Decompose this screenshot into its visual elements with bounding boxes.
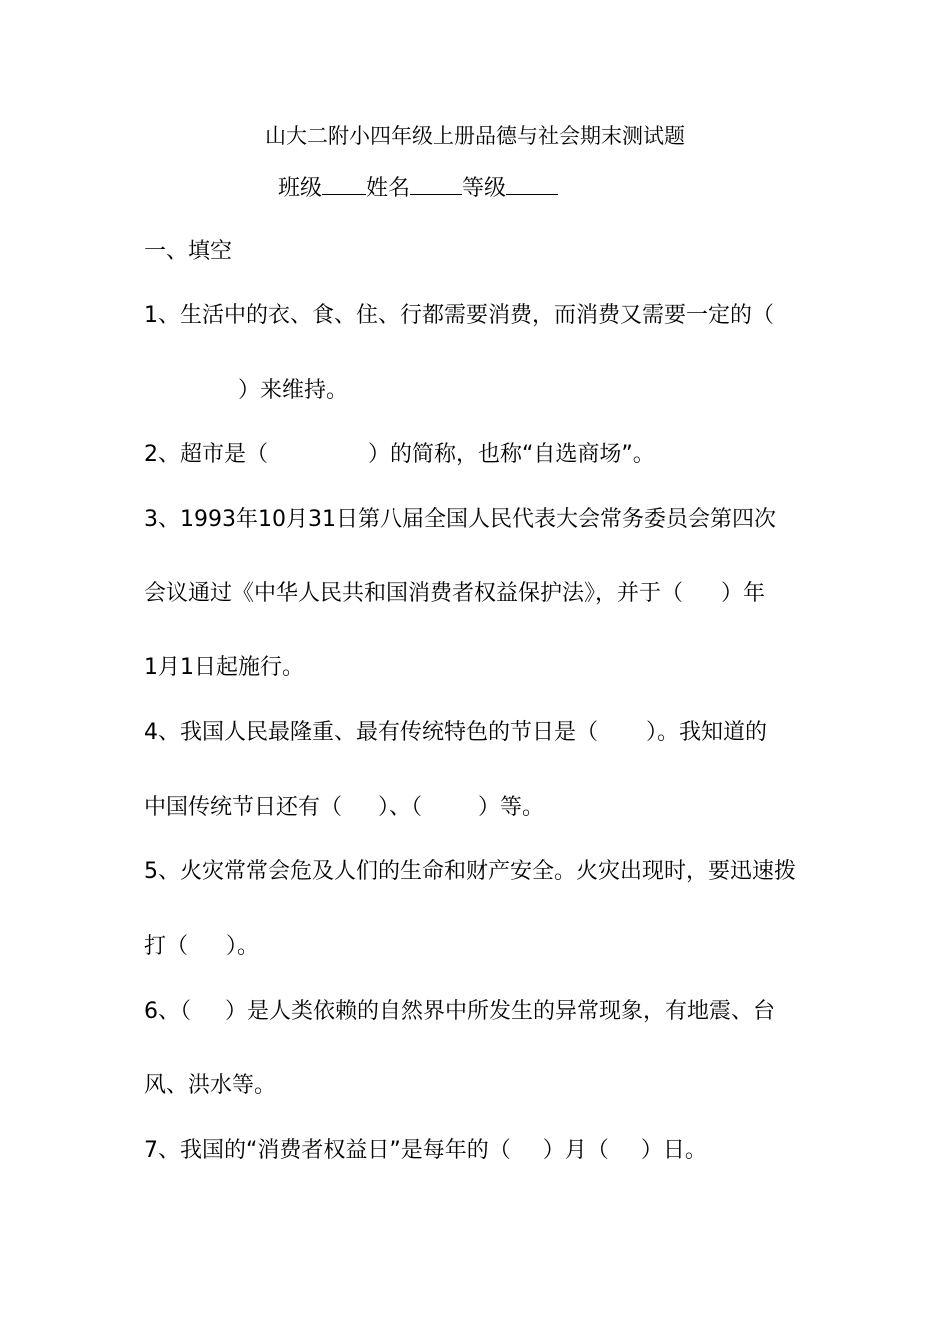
- question-5-text-b: ）。: [226, 934, 260, 959]
- question-5-line-2: [144, 930, 259, 964]
- question-2: [144, 438, 655, 472]
- question-2-text-a: 2、超市是（: [144, 442, 268, 467]
- grade-label: 等级: [462, 176, 507, 201]
- question-3-line-3: 1月1日起施行。: [144, 655, 304, 680]
- student-info-line: [278, 170, 558, 206]
- question-4-text-e: ）等。: [478, 795, 545, 820]
- question-2-text-b: ）的简称，也称“自选商场”。: [368, 442, 655, 467]
- page-title: 山大二附小四年级上册品德与社会期末测试题: [265, 124, 685, 148]
- question-5-line-1: 5、火灾常常会危及人们的生命和财产安全。火灾出现时，要迅速拨: [144, 859, 796, 884]
- name-blank[interactable]: [410, 170, 462, 195]
- class-blank[interactable]: [322, 170, 366, 195]
- question-7: [144, 1134, 707, 1168]
- question-5-text-a: 打（: [144, 934, 189, 959]
- question-6-text-a: 6、（: [144, 999, 191, 1024]
- question-3-text-b: ）年: [721, 581, 766, 606]
- question-3-line-2: [144, 577, 765, 611]
- question-6-line-2: 风、洪水等。: [144, 1073, 277, 1098]
- question-7-text-b: ）月（: [542, 1138, 609, 1163]
- question-3-line-1: 3、1993年10月31日第八届全国人民代表大会常务委员会第四次: [144, 507, 776, 532]
- question-1-line-1: 1、生活中的衣、食、住、行都需要消费，而消费又需要一定的（: [144, 303, 774, 328]
- class-label: 班级: [278, 176, 323, 201]
- name-label: 姓名: [366, 176, 411, 201]
- question-4-line-1: [144, 716, 767, 750]
- section-heading: 一、填空: [144, 239, 233, 264]
- question-4-text-d: ）、（: [378, 795, 423, 820]
- grade-blank[interactable]: [506, 170, 558, 195]
- question-3-text-a: 会议通过《中华人民共和国消费者权益保护法》，并于（: [144, 581, 684, 606]
- question-4-text-c: 中国传统节日还有（: [144, 795, 343, 820]
- question-1-line-2: ）来维持。: [238, 378, 349, 403]
- question-4-text-a: 4、我国人民最隆重、最有传统特色的节日是（: [144, 720, 598, 745]
- question-6-text-b: ）是人类依赖的自然界中所发生的异常现象，有地震、台: [225, 999, 776, 1024]
- question-4-line-2: [144, 791, 544, 825]
- question-6-line-1: [144, 995, 775, 1029]
- question-7-text-c: ）日。: [640, 1138, 707, 1163]
- question-4-text-b: ）。我知道的: [646, 720, 768, 745]
- question-7-text-a: 7、我国的“消费者权益日”是每年的（: [144, 1138, 511, 1163]
